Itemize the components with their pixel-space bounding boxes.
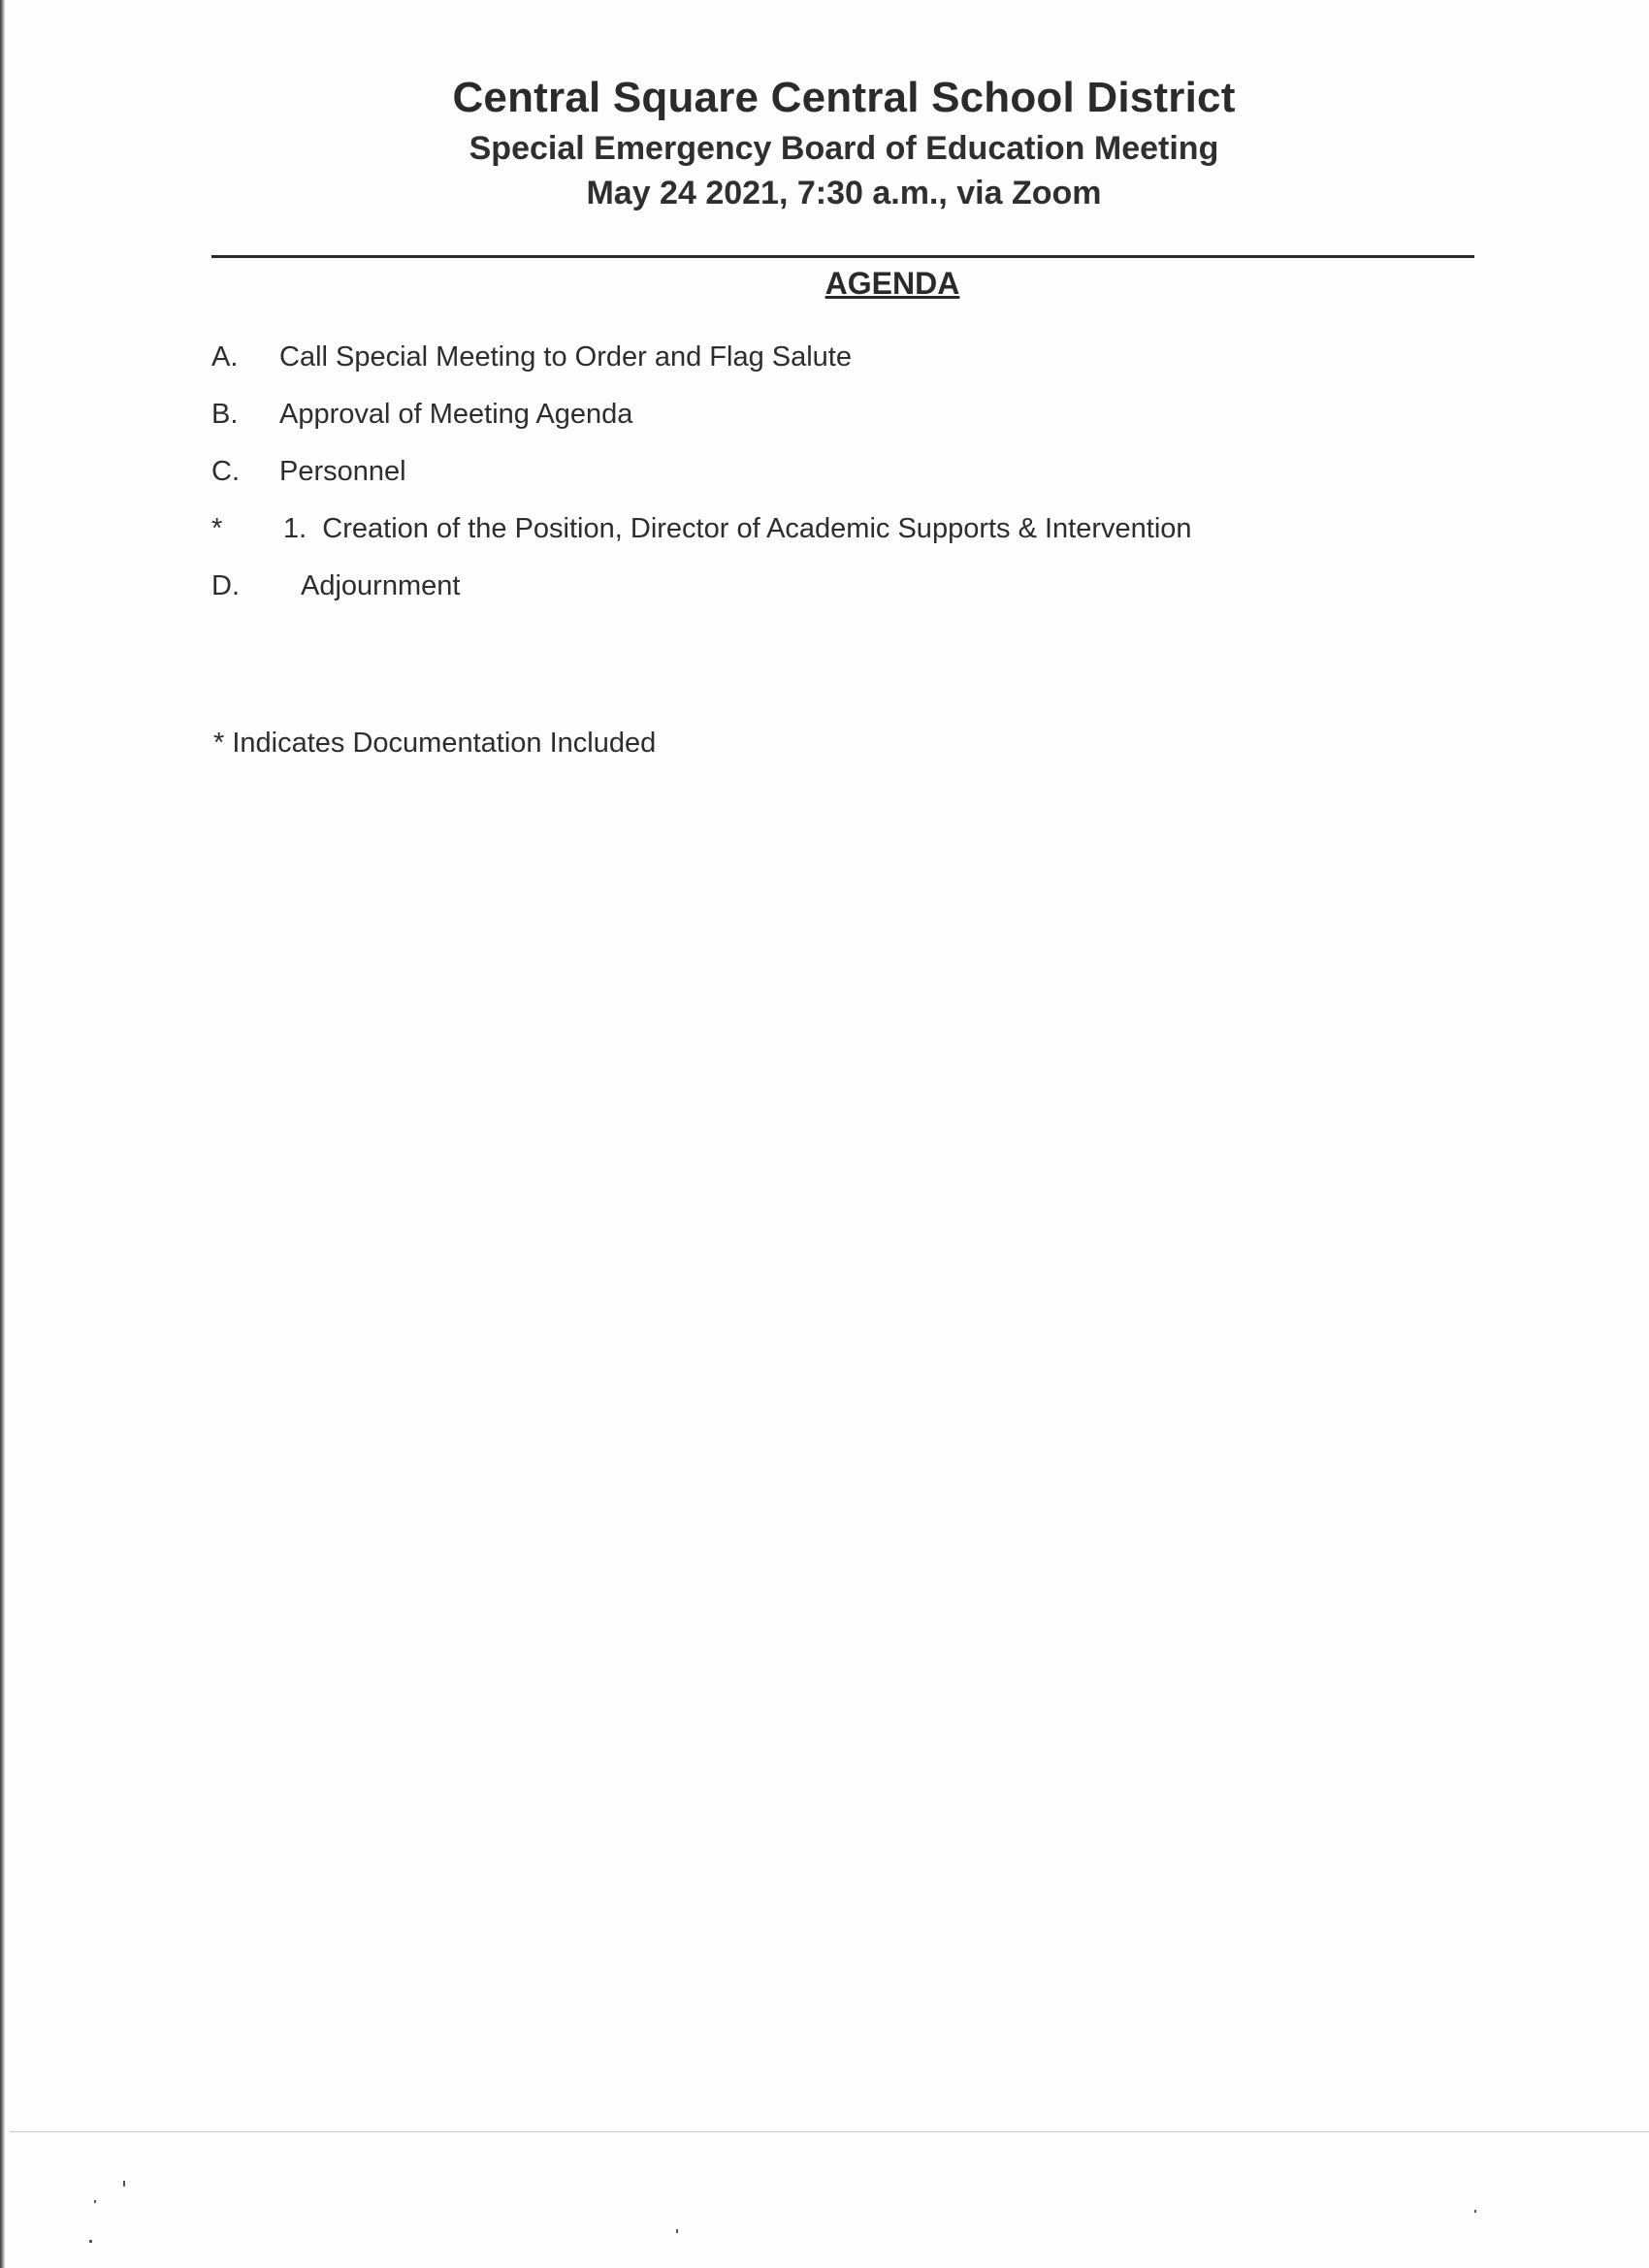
scan-speck <box>1474 2210 1476 2213</box>
scan-speck <box>676 2229 678 2233</box>
scan-speck <box>123 2181 125 2187</box>
documentation-asterisk: * <box>211 513 223 544</box>
agenda-item-marker: A. <box>211 341 239 373</box>
agenda-item-a <box>211 341 1472 380</box>
agenda-subitem-1 <box>211 513 1472 552</box>
scan-speck <box>94 2200 96 2203</box>
agenda-item-text: 1. Creation of the Position, Director of Academic Supports & Intervention <box>283 513 1192 544</box>
scan-fold-line <box>10 2131 1649 2132</box>
scan-edge <box>0 0 5 2268</box>
agenda-item-b <box>211 399 1472 437</box>
documentation-footnote: * Indicates Documentation Included <box>213 728 657 759</box>
agenda-item-text: Approval of Meeting Agenda <box>279 399 633 430</box>
scan-speck <box>89 2240 92 2243</box>
agenda-heading: AGENDA <box>824 266 960 301</box>
meeting-title: Special Emergency Board of Education Meeting <box>469 130 1219 167</box>
header-divider <box>211 255 1474 258</box>
agenda-item-text: Personnel <box>279 456 406 487</box>
agenda-item-c <box>211 456 1472 495</box>
agenda-item-marker: C. <box>211 456 240 487</box>
agenda-item-d <box>211 570 1472 609</box>
agenda-item-marker: B. <box>211 399 239 430</box>
meeting-date: May 24 2021, 7:30 a.m., via Zoom <box>586 175 1102 211</box>
district-title: Central Square Central School District <box>452 74 1236 121</box>
agenda-item-text: Call Special Meeting to Order and Flag Salute <box>279 341 852 373</box>
agenda-item-marker: D. <box>211 570 240 601</box>
agenda-item-text: Adjournment <box>301 570 461 601</box>
